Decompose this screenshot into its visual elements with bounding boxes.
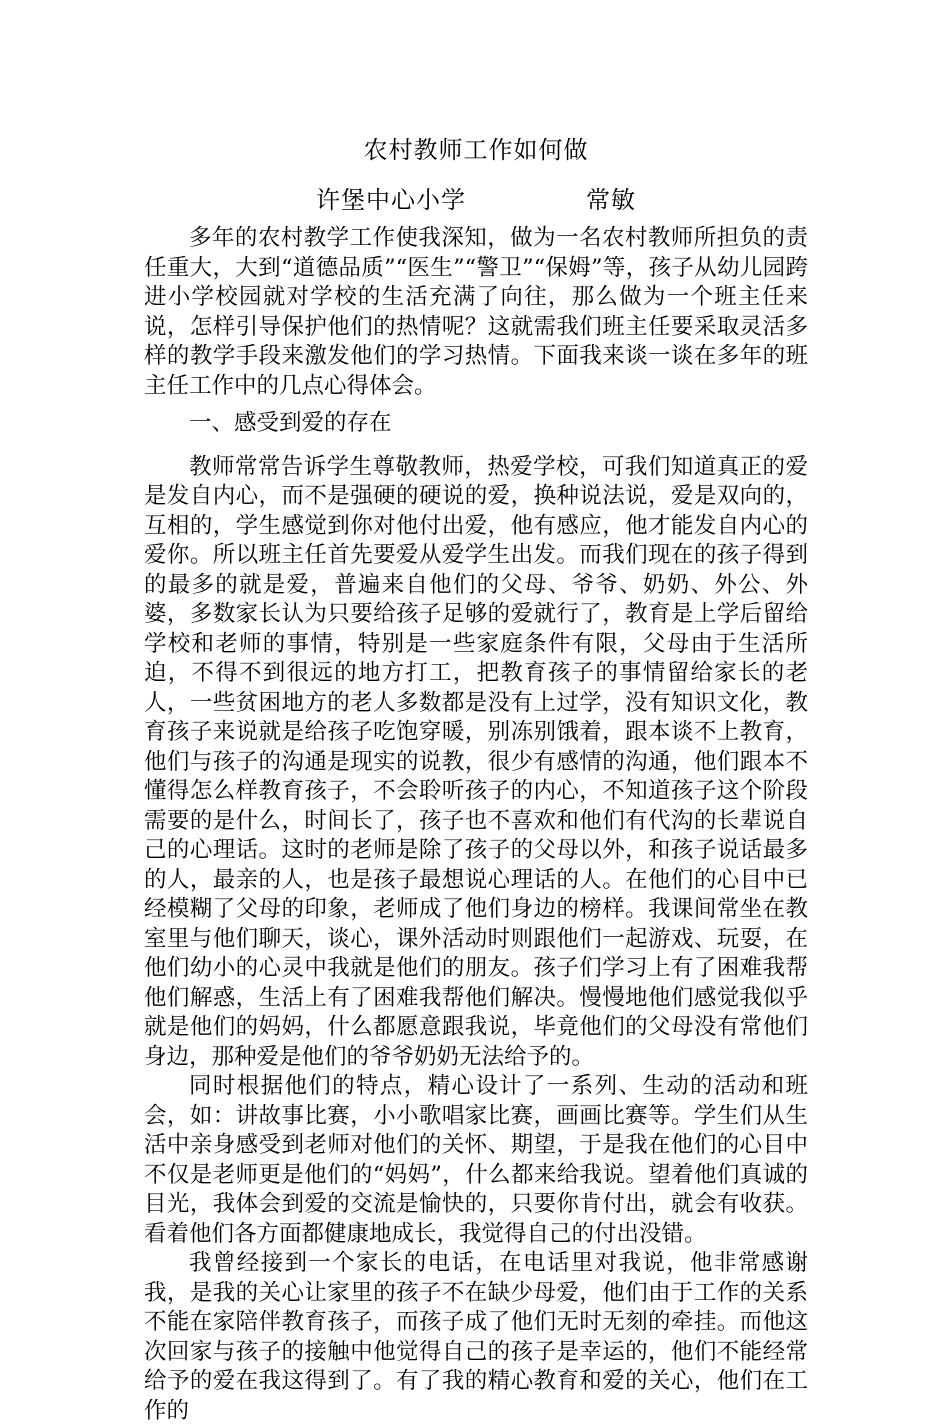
author-name: 常敏 xyxy=(586,186,636,214)
paragraph-body: 同时根据他们的特点，精心设计了一系列、生动的活动和班会，如：讲故事比赛，小小歌唱家比赛，画画比赛等。学生们从生活中亲身感受到老师对他们的关怀、期望，于是我在他们的心目中不仅是老师更是他们的“妈妈”，什么都来给我说。望着他们真诚的目光，我体会到爱的交流是愉快的，只要你肯付出，就会有收获。看着他们各方面都健康地成长，我觉得自己的付出没错。 xyxy=(144,1073,808,1247)
document-title: 农村教师工作如何做 xyxy=(363,136,589,164)
paragraph-intro: 多年的农村教学工作使我深知，做为一名农村教师所担负的责任重大，大到“道德品质”“医生”“警卫”“保姆”等，孩子从幼儿园跨进小学校园就对学校的生活充满了向往，那么做为一个班主任来说，怎样引导保护他们的热情呢？这就需我们班主任要采取灵活多样的教学手段来激发他们的学习热情。下面我来谈一谈在多年的班主任工作中的几点心得体会。 xyxy=(144,225,808,399)
section-heading: 一、感受到爱的存在 xyxy=(189,410,392,436)
byline xyxy=(144,180,808,220)
school-name: 许堡中心小学 xyxy=(316,186,466,214)
paragraph-body: 我曾经接到一个家长的电话，在电话里对我说，他非常感谢我，是我的关心让家里的孩子不在缺少母爱，他们由于工作的关系不能在家陪伴教育孩子，而孩子成了他们无时无刻的牵挂。而他这次回家与孩子的接触中他觉得自己的孩子是幸运的，他们不能经常给予的爱在我这得到了。有了我的精心教育和爱的关心，他们在工作的 xyxy=(144,1250,808,1424)
document-page xyxy=(144,130,808,1426)
paragraph-body: 教师常常告诉学生尊敬教师，热爱学校，可我们知道真正的爱是发自内心，而不是强硬的硬说的爱，换种说法说，爱是双向的，互相的，学生感觉到你对他付出爱，他有感应，他才能发自内心的爱你。所以班主任首先要爱从爱学生出发。而我们现在的孩子得到的最多的就是爱，普遍来自他们的父母、爷爷、奶奶、外公、外婆，多数家长认为只要给孩子足够的爱就行了，教育是上学后留给学校和老师的事情，特别是一些家庭条件有限，父母由于生活所迫，不得不到很远的地方打工，把教育孩子的事情留给家长的老人，一些贫困地方的老人多数都是没有上过学，没有知识文化，教育孩子来说就是给孩子吃饱穿暖，别冻别饿着，跟本谈不上教育，他们与孩子的沟通是现实的说教，很少有感情的沟通，他们跟本不懂得怎么样教育孩子，不会聆听孩子的内心，不知道孩子这个阶段需要的是什么，时间长了，孩子也不喜欢和他们有代沟的长辈说自己的心理话。这时的老师是除了孩子的父母以外，和孩子说话最多的人，最亲的人，也是孩子最想说心理话的人。在他们的心目中已经模糊了父母的印象，老师成了他们身边的榜样。我课间常坐在教室里与他们聊天，谈心，课外活动时则跟他们一起游戏、玩耍，在他们幼小的心灵中我就是他们的朋友。孩子们学习上有了困难我帮他们解惑，生活上有了困难我帮他们解决。慢慢地他们感觉我似乎就是他们的妈妈，什么都愿意跟我说，毕竟他们的父母没有常他们身边，那种爱是他们的爷爷奶奶无法给予的。 xyxy=(144,453,808,1070)
